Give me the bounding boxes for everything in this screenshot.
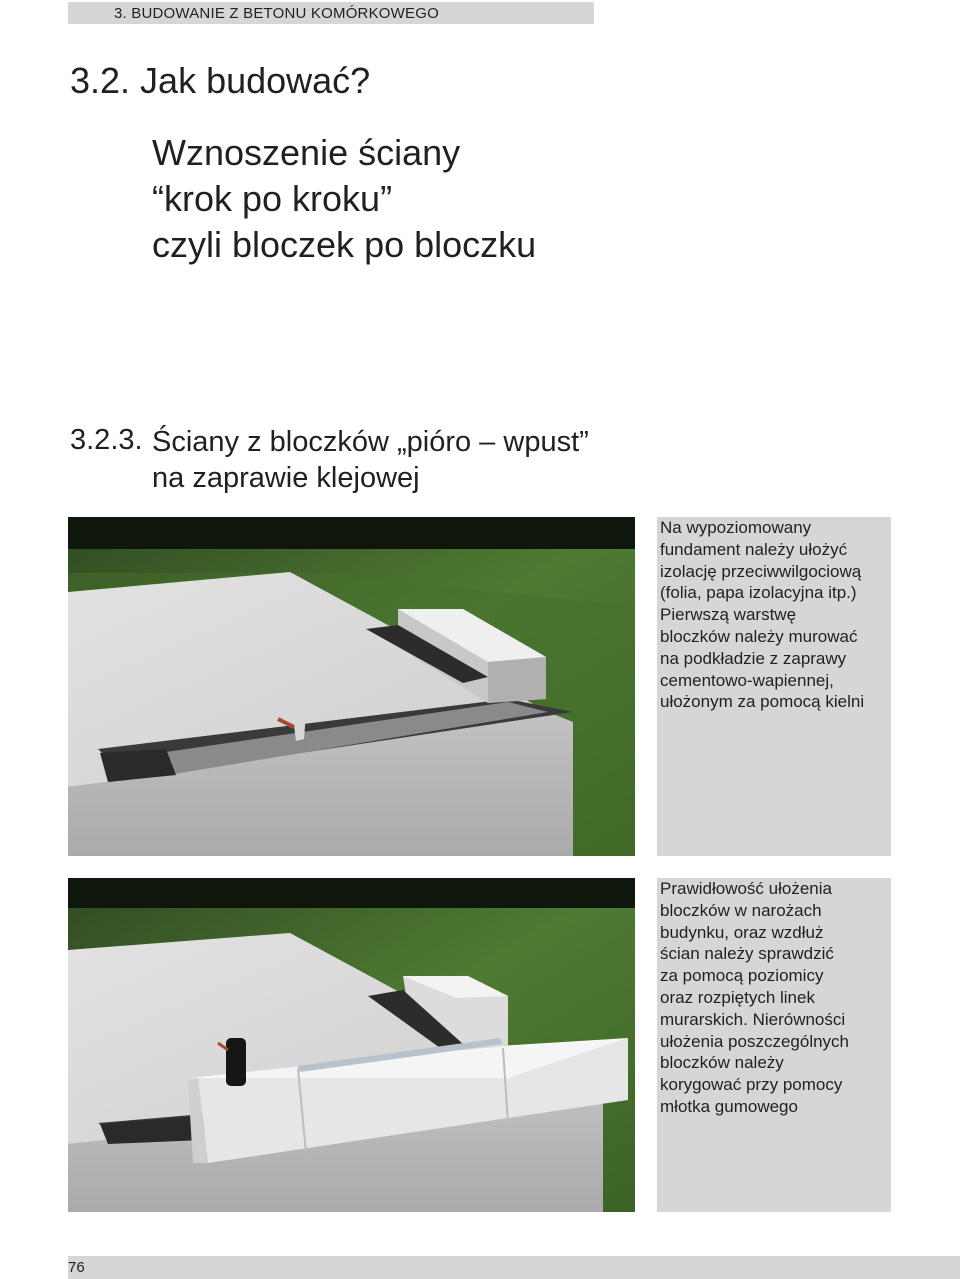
subsection-title bbox=[152, 424, 589, 496]
figure-2-caption: Prawidłowość ułożenia bloczków w narożach budynku, oraz wzdłuż ścian należy sprawdzić za pomocą poziomicy oraz rozpiętych linek murarskich. Nierówności ułożenia poszczególnych bloczków należy korygować przy pomocy młotka gumowego bbox=[660, 879, 850, 1116]
figure-1-illustration bbox=[68, 517, 635, 856]
foundation-insulation-illustration bbox=[68, 517, 635, 856]
footer-bar bbox=[68, 1256, 960, 1279]
subsection-title-line-2: na zaprawie klejowej bbox=[152, 462, 420, 494]
main-title-line-3: czyli bloczek po bloczku bbox=[152, 224, 537, 265]
main-title bbox=[152, 130, 536, 268]
page-number: 76 bbox=[68, 1259, 85, 1276]
main-title-line-1: Wznoszenie ściany bbox=[152, 132, 461, 173]
section-title: 3.2. Jak budować? bbox=[70, 60, 371, 101]
chapter-header-bar bbox=[68, 2, 594, 24]
figure-2-caption-box bbox=[657, 878, 891, 1212]
subsection-title-line-1: Ściany z bloczków „pióro – wpust” bbox=[152, 426, 589, 458]
subsection-number: 3.2.3. bbox=[70, 424, 143, 456]
main-title-line-2: “krok po kroku” bbox=[152, 178, 393, 219]
figure-1-caption-box bbox=[657, 517, 891, 856]
figure-1-caption: Na wypoziomowany fundament należy ułożyć izolację przeciwwilgociową (folia, papa izolacyjna itp.) Pierwszą warstwę bloczków należy murować na podkładzie z zaprawy cementowo-wapiennej, ułożonym za pomocą kielni bbox=[660, 518, 865, 712]
chapter-title: 3. BUDOWANIE Z BETONU KOMÓRKOWEGO bbox=[114, 5, 439, 22]
figure-2-illustration bbox=[68, 878, 635, 1212]
block-leveling-illustration bbox=[68, 878, 635, 1212]
